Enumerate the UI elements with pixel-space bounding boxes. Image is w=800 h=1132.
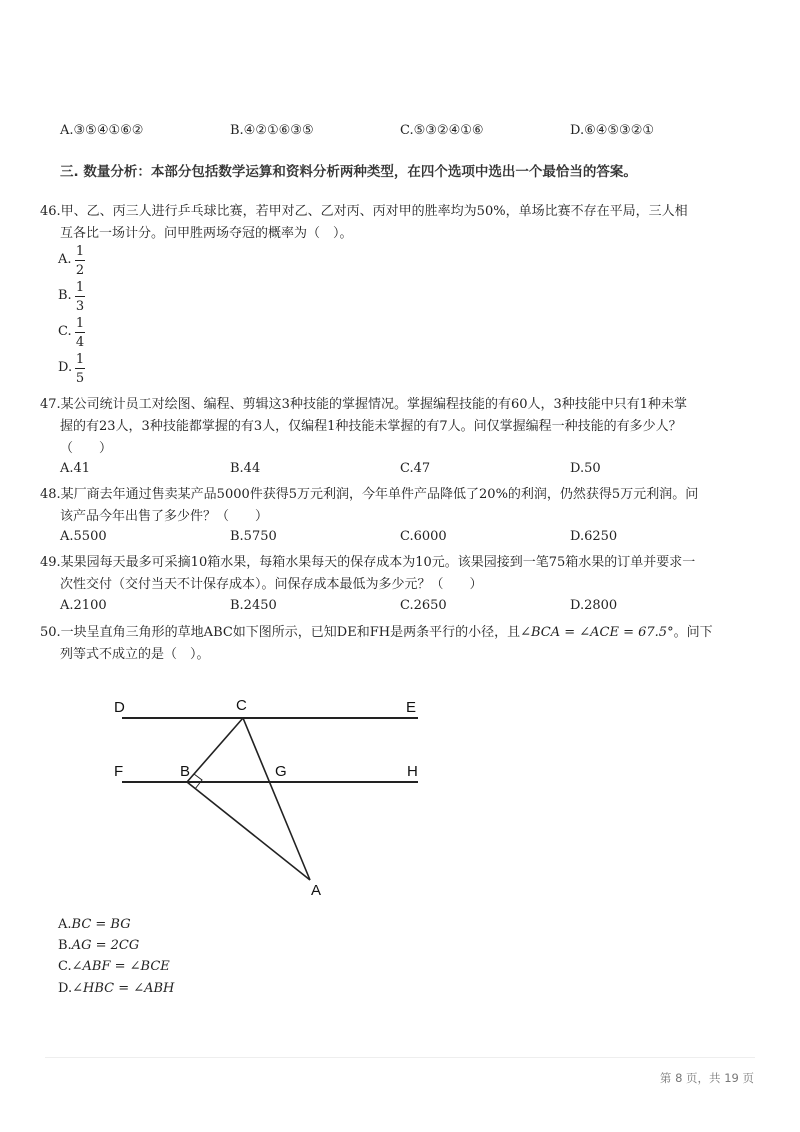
label-b: B: [180, 763, 191, 780]
q47-option-a[interactable]: A.41: [60, 461, 91, 476]
prev-options-row: [60, 122, 760, 140]
q48-option-d[interactable]: D.6250: [570, 529, 618, 544]
q50-line1-pre: 50.一块呈直角三角形的草地ABC如下图所示，已知DE和FH是两条平行的小径，且: [40, 625, 521, 640]
q50-option-d-expr: ∠HBC = ∠ABH: [72, 981, 175, 996]
q46-line1: 46.甲、乙、丙三人进行乒乓球比赛，若甲对乙、乙对丙、丙对甲的胜率均为50%，单场比赛不存在平局，三人相: [40, 204, 688, 219]
q46-option-b-label: B.: [58, 288, 72, 303]
footer-divider: [45, 1057, 755, 1058]
q50-line2: 列等式不成立的是（ ）。: [60, 647, 210, 662]
q46-option-d[interactable]: [58, 352, 118, 388]
q48-line2: 该产品今年出售了多少件？（ ）: [60, 509, 269, 524]
q46-c-numerator: 1: [75, 316, 85, 331]
q50-option-d[interactable]: [58, 979, 174, 999]
q50-option-b-expr: AG = 2CG: [71, 938, 140, 953]
q50-line1-post: 。问下: [673, 625, 713, 640]
label-e: E: [406, 699, 417, 716]
q46-d-denominator: 5: [75, 371, 85, 386]
q50-angle-condition: ∠BCA = ∠ACE = 67.5°: [520, 625, 674, 640]
q50-option-c-label: C.: [58, 959, 72, 974]
q47-option-b[interactable]: B.44: [230, 461, 261, 476]
label-c: C: [236, 697, 247, 714]
page-number: 第 8 页，共 19 页: [659, 1071, 754, 1085]
q50-option-a-label: A.: [58, 917, 72, 932]
prev-option-a[interactable]: A.③⑤④①⑥②: [60, 123, 144, 138]
label-d: D: [114, 699, 125, 716]
q47-line1: 47.某公司统计员工对绘图、编程、剪辑这3种技能的掌握情况。掌握编程技能的有60人，3种技能中只有1种未掌: [40, 397, 688, 412]
q50-option-a-expr: BC = BG: [71, 917, 131, 932]
q46-option-c-label: C.: [58, 324, 72, 339]
q47-line2: 握的有23人，3种技能都掌握的有3人，仅编程1种技能未掌握的有7人。问仅掌握编程一种技能的有多少人？: [60, 419, 682, 434]
q46-line2: 互各比一场计分。问甲胜两场夺冠的概率为（ ）。: [60, 226, 353, 241]
q50-option-b-label: B.: [58, 938, 72, 953]
q46-option-d-label: D.: [58, 360, 73, 375]
q48-option-b[interactable]: B.5750: [230, 529, 277, 544]
question-48: [40, 484, 750, 528]
q46-b-numerator: 1: [75, 280, 85, 295]
q50-option-d-label: D.: [58, 981, 73, 996]
q49-options-row: [60, 597, 760, 615]
section-title: 三. 数量分析：本部分包括数学运算和资料分析两种类型，在四个选项中选出一个最恰当的答案。: [60, 164, 637, 180]
q49-option-d[interactable]: D.2800: [570, 598, 618, 613]
q48-option-a[interactable]: A.5500: [60, 529, 107, 544]
question-49: [40, 552, 750, 596]
q46-d-numerator: 1: [75, 352, 85, 367]
prev-option-c[interactable]: C.⑤③②④①⑥: [400, 123, 484, 138]
q49-line1: 49.某果园每天最多可采摘10箱水果，每箱水果每天的保存成本为10元。该果园接到一笔75箱水果的订单并要求一: [40, 555, 696, 570]
q46-c-denominator: 4: [75, 335, 85, 350]
fraction-bar: [75, 332, 85, 333]
q46-option-a-label: A.: [58, 252, 72, 267]
fraction-bar: [75, 260, 85, 261]
fraction-bar: [75, 296, 85, 297]
question-50: [40, 622, 750, 666]
q50-option-a[interactable]: [58, 915, 131, 935]
q49-line2: 次性交付（交付当天不计保存成本）。问保存成本最低为多少元？（ ）: [60, 577, 483, 592]
q47-options-row: [60, 460, 760, 478]
q50-option-c[interactable]: [58, 957, 170, 977]
q47-option-c[interactable]: C.47: [400, 461, 431, 476]
label-a: A: [311, 882, 322, 899]
q46-option-a-fraction: [75, 244, 85, 278]
q50-option-c-expr: ∠ABF = ∠BCE: [71, 959, 170, 974]
q46-option-b-fraction: [75, 280, 85, 314]
q49-option-b[interactable]: B.2450: [230, 598, 277, 613]
label-h: H: [407, 763, 418, 780]
q48-line1: 48.某厂商去年通过售卖某产品5000件获得5万元利润，今年单件产品降低了20%的利润，仍然获得5万元利润。问: [40, 487, 699, 502]
q46-option-c-fraction: [75, 316, 85, 350]
q50-line1: [40, 622, 750, 644]
q46-option-d-fraction: [75, 352, 85, 386]
q50-option-b[interactable]: [58, 936, 139, 956]
segment-cb: [187, 718, 243, 782]
q49-option-a[interactable]: A.2100: [60, 598, 107, 613]
q48-options-row: [60, 528, 760, 546]
prev-option-b[interactable]: B.④②①⑥③⑤: [230, 123, 314, 138]
question-46: [40, 201, 750, 245]
prev-option-d[interactable]: D.⑥④⑤③②①: [570, 123, 655, 138]
q46-a-numerator: 1: [75, 244, 85, 259]
label-f: F: [114, 763, 124, 780]
q46-a-denominator: 2: [75, 263, 85, 278]
segment-ba: [187, 782, 310, 880]
q47-line3: （ ）: [60, 441, 113, 456]
triangle-figure: [100, 690, 440, 905]
q46-option-c[interactable]: [58, 316, 118, 352]
question-47: [40, 394, 750, 460]
q49-option-c[interactable]: C.2650: [400, 598, 447, 613]
fraction-bar: [75, 368, 85, 369]
label-g: G: [275, 763, 287, 780]
q46-option-a[interactable]: [58, 244, 118, 280]
q48-option-c[interactable]: C.6000: [400, 529, 447, 544]
q47-option-d[interactable]: D.50: [570, 461, 601, 476]
q46-b-denominator: 3: [75, 299, 85, 314]
q46-option-b[interactable]: [58, 280, 118, 316]
segment-ca: [243, 718, 310, 880]
